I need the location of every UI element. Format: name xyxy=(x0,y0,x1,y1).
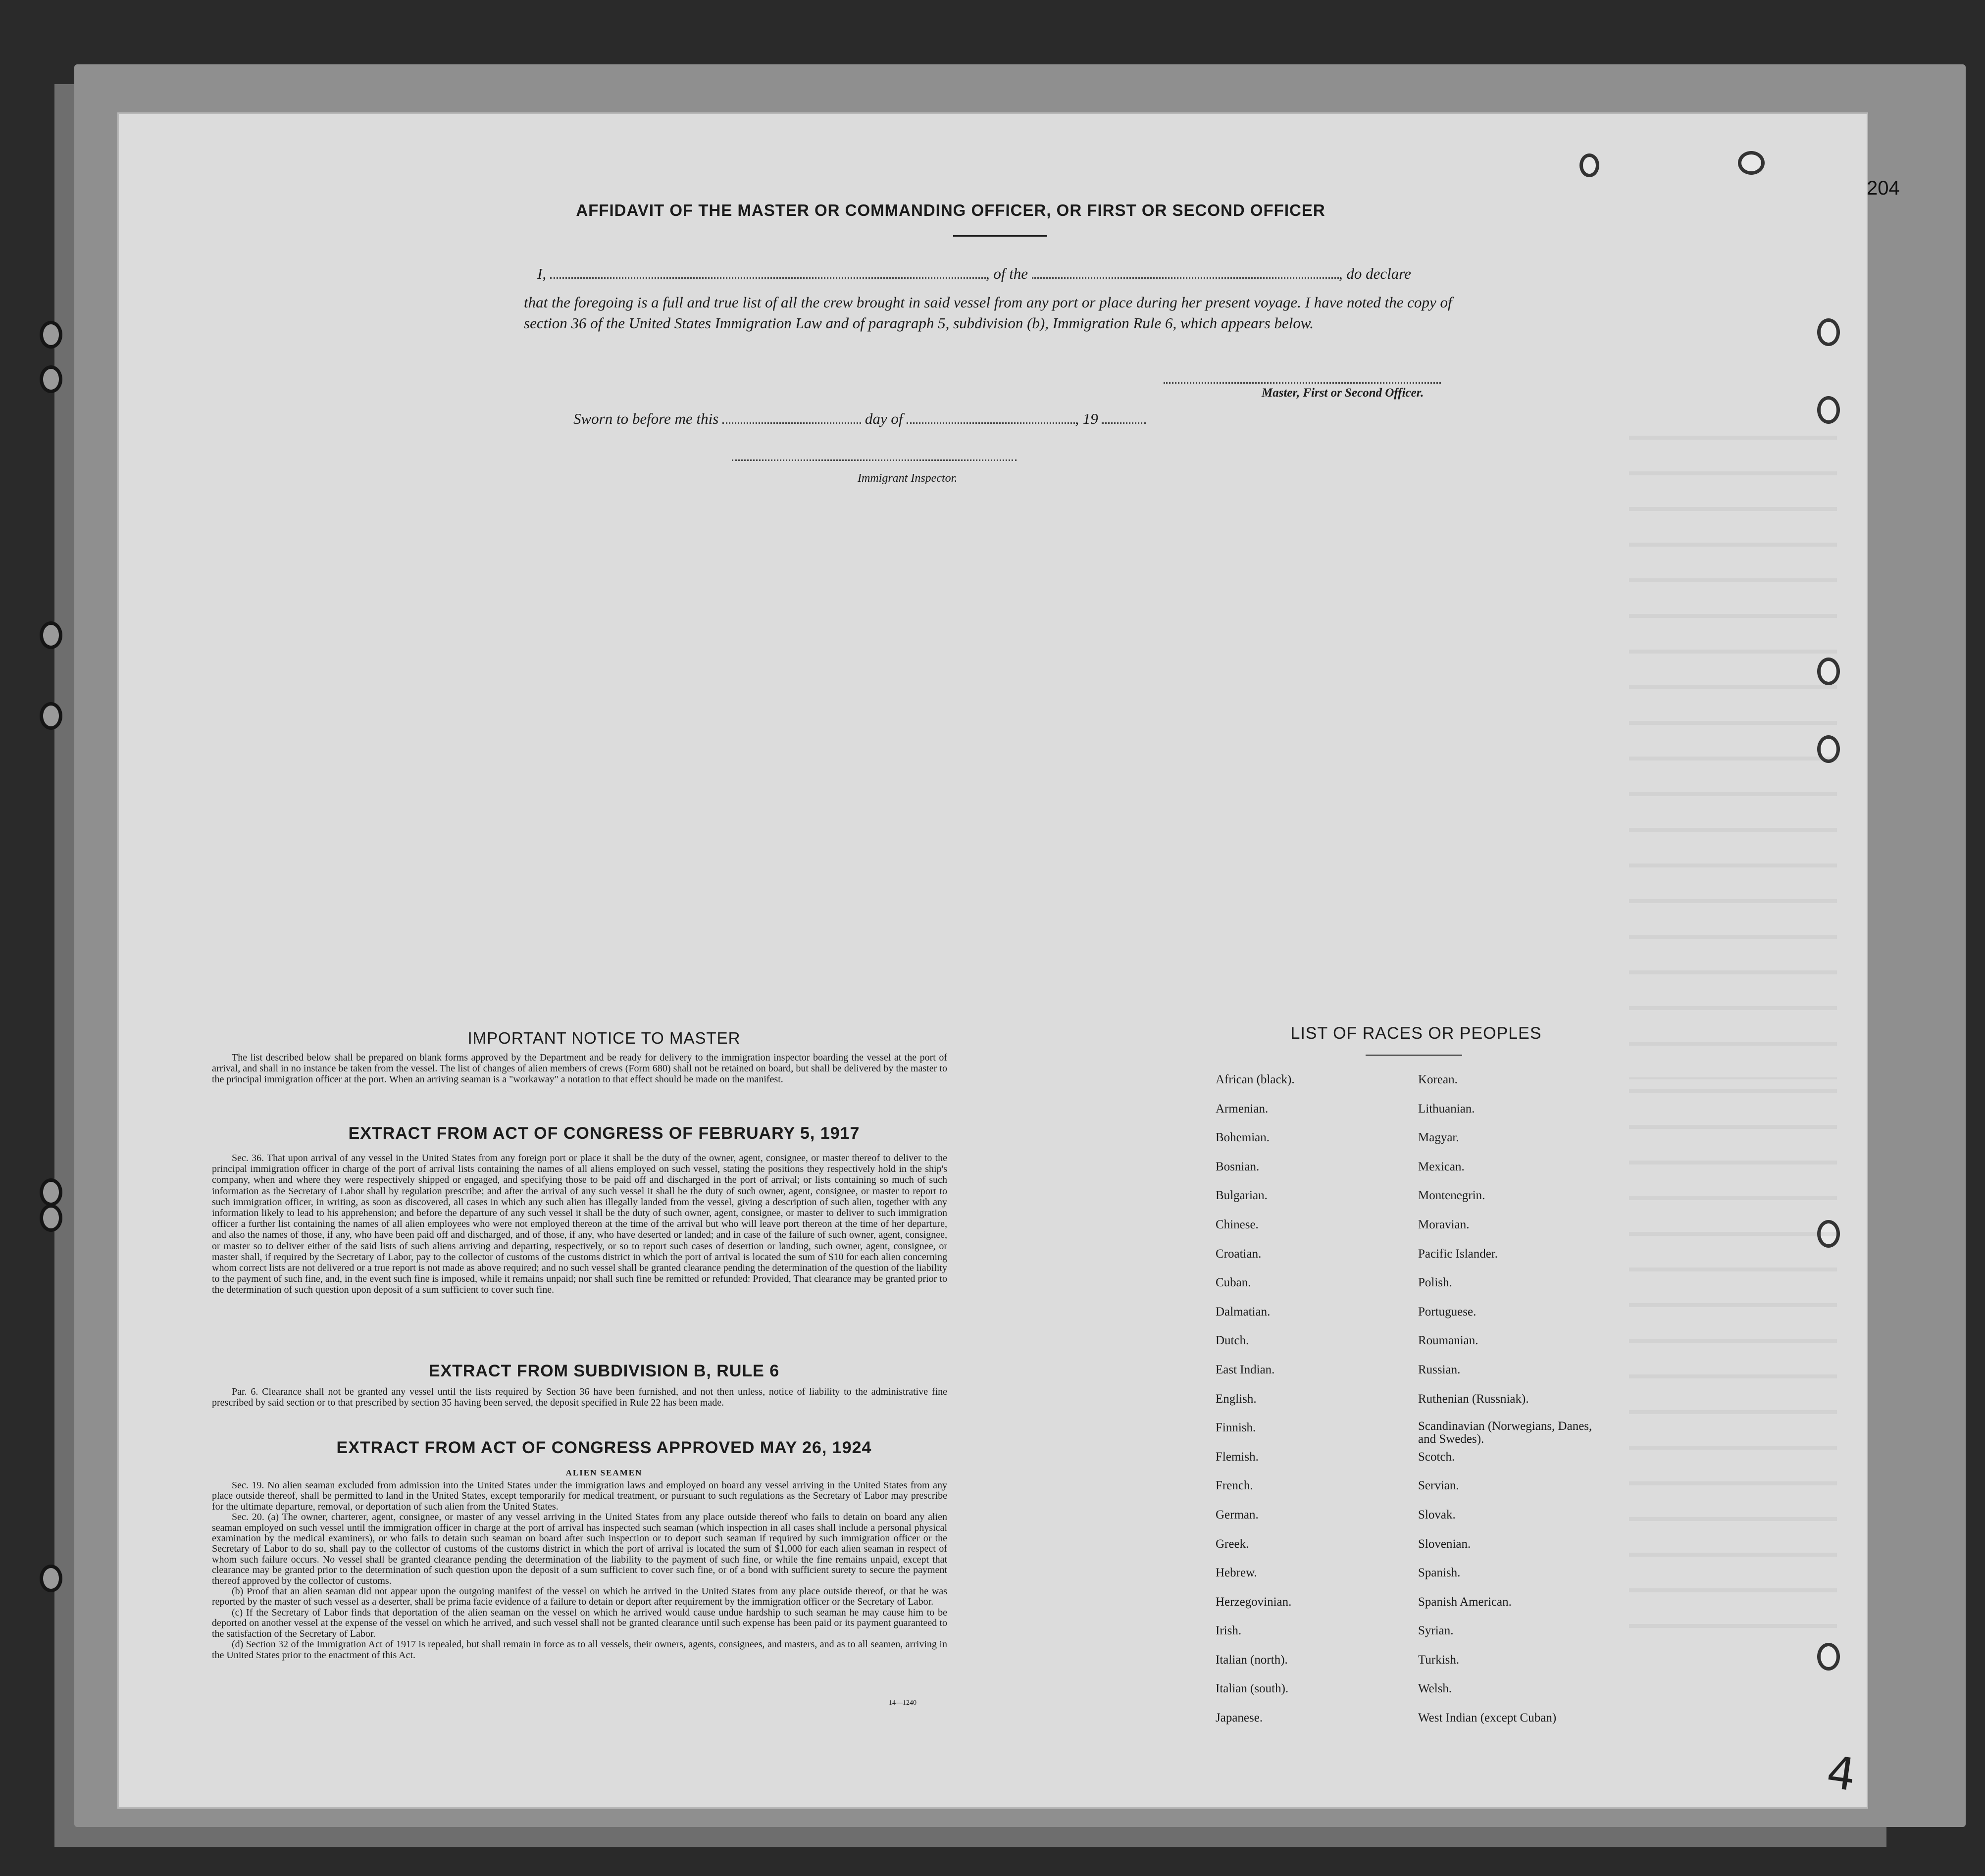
sworn-day-label: day of xyxy=(865,410,903,427)
officer-signature-line[interactable] xyxy=(1164,382,1441,384)
race-item: Italian (south). xyxy=(1216,1682,1289,1696)
officer-caption: Master, First or Second Officer. xyxy=(1262,386,1424,400)
extract-rule6-text xyxy=(212,1386,947,1408)
races-title-rule xyxy=(1366,1055,1462,1056)
race-item: Syrian. xyxy=(1418,1624,1454,1638)
race-item: Greek. xyxy=(1216,1537,1249,1551)
extract-1917-title: EXTRACT FROM ACT OF CONGRESS OF FEBRUARY 5, 1917 xyxy=(348,1124,860,1143)
affidavit-body: that the foregoing is a full and true list of all the crew brought in said vessel from any port or place during her present voyage. I have noted the copy of section 36 of the United States Immigration Law and of paragraph 5, subdivision (b), Immigration Rule 6, which appears below. xyxy=(524,294,1452,332)
bleed-through xyxy=(1629,1089,1837,1659)
race-item: Cuban. xyxy=(1216,1276,1251,1290)
race-item: Moravian. xyxy=(1418,1217,1470,1231)
race-item: Lithuanian. xyxy=(1418,1102,1475,1115)
bleed-through xyxy=(1629,436,1837,1079)
race-item: Italian (north). xyxy=(1216,1653,1288,1667)
sworn-year: , 19 xyxy=(1075,410,1098,427)
race-item: German. xyxy=(1216,1508,1259,1521)
races-column-1 xyxy=(1216,1072,1295,1739)
master-name-field[interactable] xyxy=(550,277,986,279)
race-item: Dalmatian. xyxy=(1216,1305,1271,1318)
extract-1924-text xyxy=(212,1480,947,1661)
punch-hole xyxy=(40,1178,62,1206)
race-item: Dutch. xyxy=(1216,1334,1249,1348)
declaration-end: , do declare xyxy=(1338,265,1411,282)
race-item: Spanish American. xyxy=(1418,1595,1512,1609)
punch-hole xyxy=(40,1565,62,1592)
sworn-year-field[interactable] xyxy=(1102,422,1146,424)
race-item: Slovenian. xyxy=(1418,1537,1471,1551)
punch-hole xyxy=(40,621,62,649)
notice-title: IMPORTANT NOTICE TO MASTER xyxy=(467,1029,741,1047)
section-19-paragraph: Sec. 19. No alien seaman excluded from admission into the United States under the immigration laws and employed on board any vessel arriving in the United States from any place outside thereof, shall be permitted to land in the United States, except temporarily for medical treatment, or pursuant to such regulations as the Secretary of Labor may prescribe for the ultimate departure, removal, or deportation of such alien from the United States. xyxy=(212,1480,947,1512)
title-rule xyxy=(953,235,1047,237)
sworn-line xyxy=(573,410,1146,428)
race-item: Pacific Islander. xyxy=(1418,1247,1498,1261)
alien-seamen-subtitle: ALIEN SEAMEN xyxy=(565,1468,643,1477)
race-item: West Indian (except Cuban) xyxy=(1418,1711,1557,1725)
inspector-caption: Immigrant Inspector. xyxy=(858,472,958,485)
race-item: East Indian. xyxy=(1216,1363,1275,1376)
race-item: Servian. xyxy=(1418,1479,1459,1493)
race-item: Bulgarian. xyxy=(1216,1189,1268,1203)
race-item: French. xyxy=(1216,1479,1253,1493)
race-item: Scandinavian (Norwegians, Danes, and Swedes). xyxy=(1418,1420,1592,1446)
race-item: Scotch. xyxy=(1418,1450,1455,1464)
form-number: 14—1240 xyxy=(889,1699,916,1707)
margin-note: 4 xyxy=(1823,1746,1859,1802)
affidavit-declaration-line xyxy=(537,265,1411,283)
race-item: Montenegrin. xyxy=(1418,1189,1485,1203)
race-item: Ruthenian (Russniak). xyxy=(1418,1392,1529,1406)
race-item: Welsh. xyxy=(1418,1682,1452,1696)
race-item: Roumanian. xyxy=(1418,1334,1478,1348)
race-item: Hebrew. xyxy=(1216,1566,1257,1580)
punch-hole xyxy=(1817,318,1840,346)
section-36-paragraph: Sec. 36. That upon arrival of any vessel in the United States from any foreign port or place it shall be the duty of the owner, agent, consignee, or master thereof to deliver to the principal immigration officer in charge of the port of arrival lists containing the names of all aliens employed on such vessel, stating the positions they respectively hold in the ship's company, when and where they were respectively shipped or engaged, and specifying those to be paid off and discharged in the port of arrival; or lists containing so much of such information as the Secretary of Labor shall by regulation prescribe; and after the arrival of any such vessel it shall be the duty of such owner, agent, consignee, or master to report to such immigration officer, in writing, as soon as discovered, all cases in which any such alien has illegally landed from the vessel, giving a description of such alien, together with any information likely to lead to his apprehension; and before the departure of any such vessel it shall be the duty of such owner, agent, consignee, or master to deliver to such immigration officer a further list containing the names of all alien employees who were not employed thereon at the time of the arrival but who will leave port thereon at the time of her departure, and also the names of those, if any, who have been paid off and discharged, and of those, if any, who have deserted or landed; and in case of the failure of such owner, agent, consignee, or master so to deliver either of the said lists of such aliens arriving and departing, respectively, or so to report such cases of desertion or landing, such owner, agent, consignee, or master shall, if required by the Secretary of Labor, pay to the collector of customs of the customs district in which the port of arrival is located the sum of $10 for each alien concerning whom correct lists are not delivered or a true report is not made as above required; and no such vessel shall be granted clearance pending the determination of the question of the liability to the payment of such fine, and, in the event such fine is imposed, while it remains unpaid; nor shall such fine be remitted or refunded: Provided, That clearance may be granted prior to the determination of such question upon deposit of a sum sufficient to cover such fine. xyxy=(212,1153,947,1296)
race-item: Flemish. xyxy=(1216,1450,1259,1464)
race-item: English. xyxy=(1216,1392,1257,1406)
punch-hole xyxy=(1738,151,1765,175)
sworn-day-field[interactable] xyxy=(722,422,861,424)
races-column-2 xyxy=(1418,1072,1596,1739)
race-item: Slovak. xyxy=(1418,1508,1456,1521)
affidavit-title: AFFIDAVIT OF THE MASTER OR COMMANDING OFFICER, OR FIRST OR SECOND OFFICER xyxy=(576,201,1325,219)
declaration-mid: , of the xyxy=(985,265,1028,282)
inspector-signature-line[interactable] xyxy=(732,459,1017,461)
race-item: Irish. xyxy=(1216,1624,1242,1638)
punch-hole xyxy=(40,321,62,349)
folio-number: 204 xyxy=(1867,177,1900,199)
race-item: Turkish. xyxy=(1418,1653,1460,1667)
punch-hole xyxy=(1817,396,1840,424)
rule6-paragraph: Par. 6. Clearance shall not be granted any vessel until the lists required by Section 36 have been furnished, and not then unless, notice of liability to the administrative fine prescribed by said section or to that prescribed by section 35 having been served, the deposit specified in Rule 22 has been made. xyxy=(212,1386,947,1408)
section-20b-paragraph: (b) Proof that an alien seaman did not appear upon the outgoing manifest of the vessel on which he arrived in the United States from any place outside thereof, or that he was reported by the master of such vessel as a deserter, shall be prima facie evidence of a failure to detain or deport after requirement by the immigration officer or the Secretary of Labor. xyxy=(212,1586,947,1608)
notice-paragraph: The list described below shall be prepared on blank forms approved by the Department and be ready for delivery to the immigration inspector boarding the vessel at the port of arrival, and shall in no instance be taken from the vessel. The list of changes of alien members of crews (Form 680) shall not be retained on board, but shall be delivered by the master to the principal immigration officer at the port. When an arriving seaman is a "workaway" a notation to that effect should be made on the manifest. xyxy=(212,1052,947,1085)
race-item: Croatian. xyxy=(1216,1247,1262,1261)
race-item: Armenian. xyxy=(1216,1102,1269,1115)
race-item: Herzegovinian. xyxy=(1216,1595,1292,1609)
punch-hole xyxy=(40,365,62,393)
sworn-prefix: Sworn to before me this xyxy=(573,410,719,427)
race-item: Bosnian. xyxy=(1216,1160,1260,1173)
race-item: Magyar. xyxy=(1418,1131,1459,1145)
section-20a-paragraph: Sec. 20. (a) The owner, charterer, agent, consignee, or master of any vessel arriving in the United States from any place outside thereof who fails to detain on board any alien seaman employed on such vessel until the immigration officer in charge at the port of arrival has inspected such seaman (which inspection in all cases shall include a personal physical examination by the medical examiners), or who fails to detain such seaman on board after such inspection or to deport such seaman if required by such immigration officer or the Secretary of Labor to do so, shall pay to the collector of customs of the customs district in which the port of arrival is located the sum of $1,000 for each alien seaman in respect of whom such failure occurs. No vessel shall be granted clearance pending the determination of the liability to the payment of such fine, or while the fine remains unpaid, except that clearance may be granted prior to the determination of such question upon the deposit of a sum sufficient to cover such fine, or of a bond with sufficient surety to secure the payment thereof approved by the collector of customs. xyxy=(212,1512,947,1586)
race-item: Chinese. xyxy=(1216,1217,1259,1231)
race-item: African (black). xyxy=(1216,1073,1295,1086)
declaration-prefix: I, xyxy=(537,265,547,282)
sworn-month-field[interactable] xyxy=(907,422,1075,424)
race-item: Japanese. xyxy=(1216,1711,1263,1725)
race-item: Polish. xyxy=(1418,1276,1452,1290)
race-item: Korean. xyxy=(1418,1073,1458,1086)
punch-hole xyxy=(40,1204,62,1232)
race-item: Bohemian. xyxy=(1216,1131,1270,1145)
punch-hole xyxy=(40,702,62,730)
race-item: Portuguese. xyxy=(1418,1305,1476,1318)
notice-text xyxy=(212,1052,947,1085)
race-item: Spanish. xyxy=(1418,1566,1461,1580)
punch-hole xyxy=(1579,153,1599,177)
race-item: Finnish. xyxy=(1216,1421,1256,1435)
races-title: LIST OF RACES OR PEOPLES xyxy=(1290,1024,1542,1043)
race-item: Russian. xyxy=(1418,1363,1461,1376)
extract-1917-text xyxy=(212,1153,947,1296)
section-20d-paragraph: (d) Section 32 of the Immigration Act of 1917 is repealed, but shall remain in force as to all vessels, their owners, agents, consignees, and masters, and as to all seamen, arriving in the United States prior to the enactment of this Act. xyxy=(212,1639,947,1661)
race-item: Mexican. xyxy=(1418,1160,1465,1173)
section-20c-paragraph: (c) If the Secretary of Labor finds that deportation of the alien seaman on the vessel on which he arrived would cause undue hardship to such seaman he may cause him to be deported on another vessel at the expense of the vessel on which he arrived, and such vessel shall not be granted clearance until such expense has been paid or its payment guaranteed to the satisfaction of the Secretary of Labor. xyxy=(212,1607,947,1639)
vessel-name-field[interactable] xyxy=(1032,277,1339,279)
extract-1924-title: EXTRACT FROM ACT OF CONGRESS APPROVED MAY 26, 1924 xyxy=(336,1438,872,1457)
extract-rule6-title: EXTRACT FROM SUBDIVISION B, RULE 6 xyxy=(428,1362,780,1380)
